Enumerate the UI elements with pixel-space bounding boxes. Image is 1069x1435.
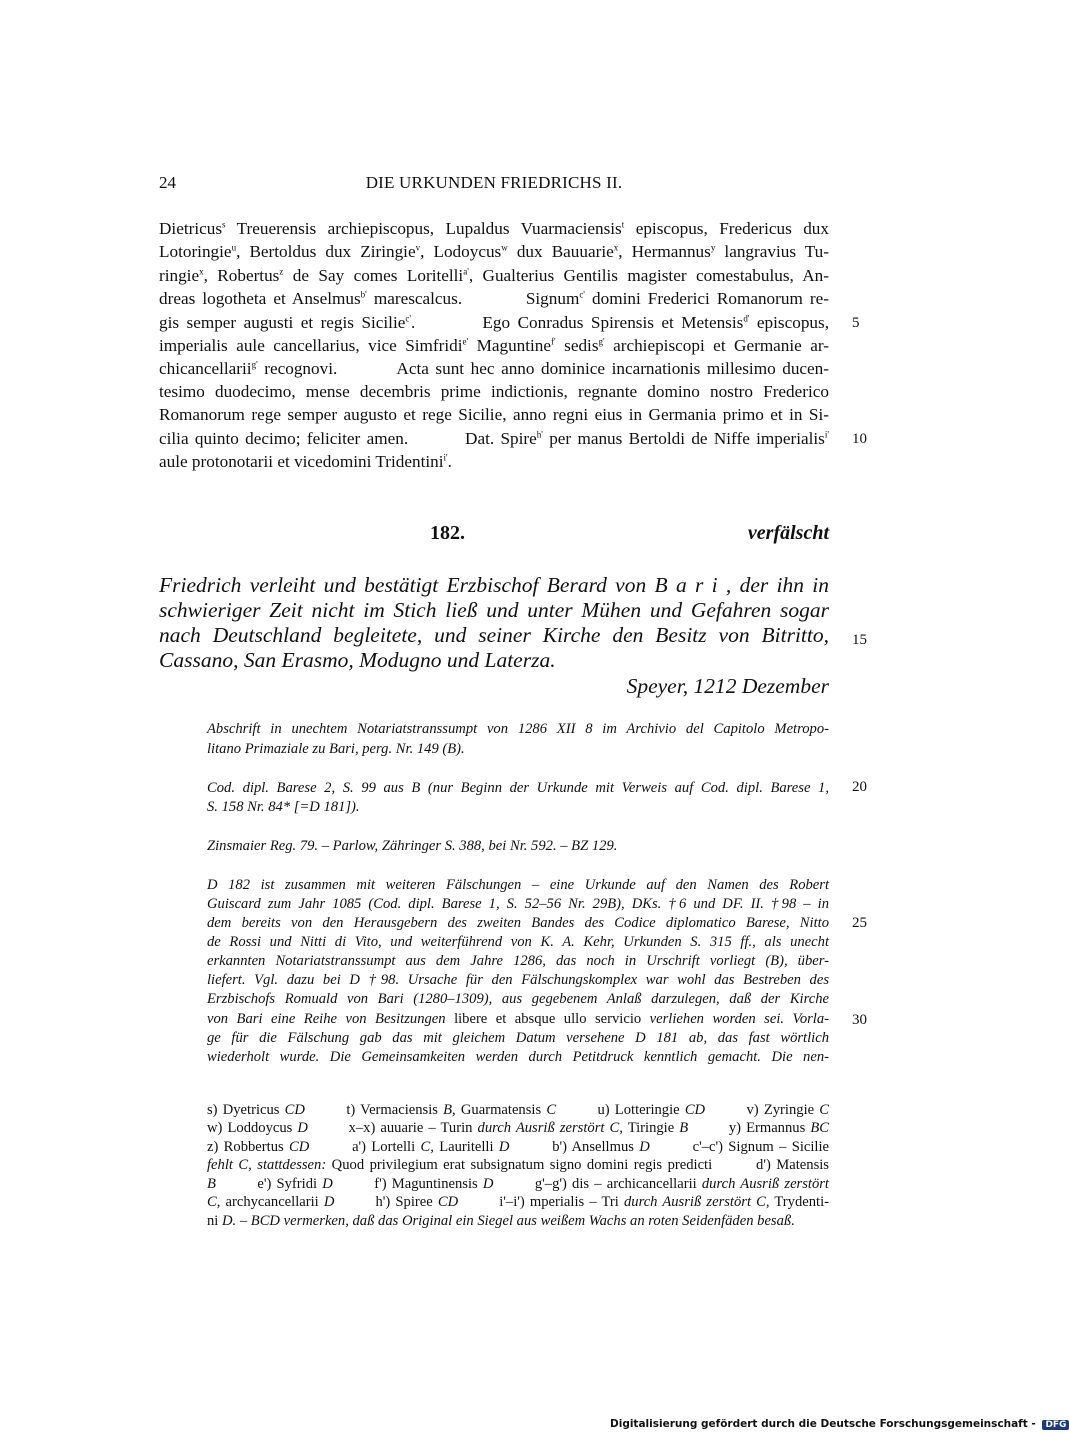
text-line: Lotoringie$^u$, Bertoldus dux Ziringie$^v$, Lodoycus$^w$ dux Bauuarie$^x$, Hermannus$^y$ langravius Tu- — [159, 242, 829, 261]
document-status: verfälscht — [747, 522, 829, 544]
line-number: 15 — [852, 632, 867, 648]
commentary-line: wiederholt wurde. Die Gemeinsamkeiten werden durch Petitdruck kenntlich gemacht. Die nen- — [207, 1049, 829, 1065]
commentary-line: dem bereits von den Herausgebern des zweiten Bandes des Codice diplomatico Barese, Nitto — [207, 915, 829, 931]
text-line: tesimo duodecimo, mense decembris prime indictionis, regnante domino nostro Frederico — [159, 382, 829, 401]
commentary-line: von Bari eine Reihe von Besitzungen libere et absque ullo servicio verliehen worden sei. Vorla- — [207, 1011, 830, 1027]
dfg-credit — [610, 1418, 1067, 1430]
commentary-line: erkannten Notariatstranssumpt aus dem Jahre 1286, das noch in Urschrift vorliegt (B), über- — [207, 953, 829, 969]
text-line: dreas logotheta et Anselmus$^{b'}$ marescalcus. Signum$^{c'}$ domini Frederici Romanorum re- — [159, 289, 829, 308]
running-title: DIE URKUNDEN FRIEDRICHS II. — [365, 173, 623, 192]
line-number: 30 — [852, 1012, 867, 1028]
dfg-logo: DFG — [1042, 1420, 1069, 1430]
text-line: imperialis aule cancellarius, vice Simfridi$^{e'}$ Maguntine$^{f'}$ sedis$^{g'}$ archiepiscopi et Germanie ar- — [159, 336, 830, 355]
source-line: S. 158 Nr. 84* [=D 181]). — [207, 799, 360, 815]
commentary-line: Erzbischofs Romuald von Bari (1280–1309), aus gegebenem Anlaß darzulegen, daß der Kirche — [207, 991, 829, 1007]
source-line: Cod. dipl. Barese 2, S. 99 aus B (nur Beginn der Urkunde mit Verweis auf Cod. dipl. Barese 1, — [207, 780, 829, 796]
footnote-line: ni D. – BCD vermerken, daß das Original ein Siegel aus weißem Wachs an roten Seidenfäden besaß. — [207, 1213, 795, 1229]
page-number: 24 — [159, 173, 176, 192]
regest-line: Cassano, San Erasmo, Modugno und Laterza. — [159, 648, 556, 672]
source-line: litano Primaziale zu Bari, perg. Nr. 149 (B). — [207, 741, 465, 757]
footnote-line: w) Loddoycus D x–x) auuarie – Turin durch Ausriß zerstört C, Tiringie B y) Ermannus BC — [207, 1120, 829, 1136]
text-line: ringie$^x$, Robertus$^z$ de Say comes Loritelli$^{a'}$, Gualterius Gentilis magister comestabulus, An- — [159, 266, 830, 285]
line-number: 20 — [852, 779, 867, 795]
footnote-line: s) Dyetricus CD t) Vermaciensis B, Guarmatensis C u) Lotteringie CD v) Zyringie C — [207, 1102, 830, 1118]
commentary-line: de Rossi und Nitti di Vito, und weiterführend von K. A. Kehr, Urkunden S. 315 ff., als unecht — [207, 934, 829, 950]
document-number: 182. — [430, 522, 465, 544]
dfg-credit-text: Digitalisierung gefördert durch die Deutsche Forschungsgemeinschaft - — [610, 1418, 1036, 1430]
source-line: Abschrift in unechtem Notariatstranssumpt von 1286 XII 8 im Archivio del Capitolo Metropo- — [207, 721, 829, 737]
text-line: Romanorum rege semper augusto et rege Sicilie, anno regni eius in Germania primo et in Si- — [159, 405, 829, 424]
text-line: aule protonotarii et vicedomini Tridentini$^{i'}$. — [159, 452, 452, 471]
commentary-line: ge für die Fälschung gab das mit gleichem Datum versehene D 181 ab, das fast wörtlich — [207, 1030, 829, 1046]
line-number: 10 — [852, 431, 867, 447]
commentary-line: D 182 ist zusammen mit weiteren Fälschungen – eine Urkunde auf den Namen des Robert — [207, 877, 829, 893]
text-line: chicancellarii$^{g'}$ recognovi. Acta sunt hec anno dominice incarnationis millesimo ducen- — [159, 359, 829, 378]
commentary-line: liefert. Vgl. dazu bei D †98. Ursache für den Fälschungskomplex war wohl das Bestreben des — [207, 972, 829, 988]
text-line: gis semper augusti et regis Sicilie$^{c'}$. Ego Conradus Spirensis et Metensis$^{d'}$ episcopus, — [159, 313, 829, 332]
text-line: cilia quinto decimo; feliciter amen. Dat. Spire$^{h'}$ per manus Bertoldi de Niffe imperialis$^{i'}$ — [159, 429, 829, 448]
regest-line: nach Deutschland begleitete, und seiner Kirche den Besitz von Bitritto, — [159, 623, 829, 647]
commentary-line: Guiscard zum Jahr 1085 (Cod. dipl. Barese 1, S. 52–56 Nr. 29B), DKs. †6 und DF. II. †98 – in — [207, 896, 829, 912]
source-line: Zinsmaier Reg. 79. – Parlow, Zähringer S. 388, bei Nr. 592. – BZ 129. — [207, 838, 618, 854]
regest-line: Friedrich verleiht und bestätigt Erzbischof Berard von B a r i , der ihn in — [159, 573, 829, 597]
text-line: Dietricus$^s$ Treuerensis archiepiscopus, Lupaldus Vuarmaciensis$^t$ episcopus, Fredericus dux — [159, 219, 829, 238]
footnote-line: C, archycancellarii D h') Spiree CD i'–i') mperialis – Tri durch Ausriß zerstört C, Trydenti- — [207, 1194, 830, 1210]
date-place: Speyer, 1212 Dezember — [626, 674, 829, 698]
line-number: 5 — [852, 315, 860, 331]
regest-line: schwieriger Zeit nicht im Stich ließ und unter Mühen und Gefahren sogar — [159, 598, 829, 622]
page-header — [159, 173, 829, 197]
line-number: 25 — [852, 915, 867, 931]
footnote-line: B e') Syfridi D f') Maguntinensis D g'–g') dis – archicancellarii durch Ausriß zerstört — [207, 1176, 829, 1192]
footnote-line: z) Robbertus CD a') Lortelli C, Lauritelli D b') Ansellmus D c'–c') Signum – Sicilie — [207, 1139, 829, 1155]
footnote-line: fehlt C, stattdessen: Quod privilegium erat subsignatum signo domini regis predicti d') Matensis — [207, 1157, 829, 1173]
